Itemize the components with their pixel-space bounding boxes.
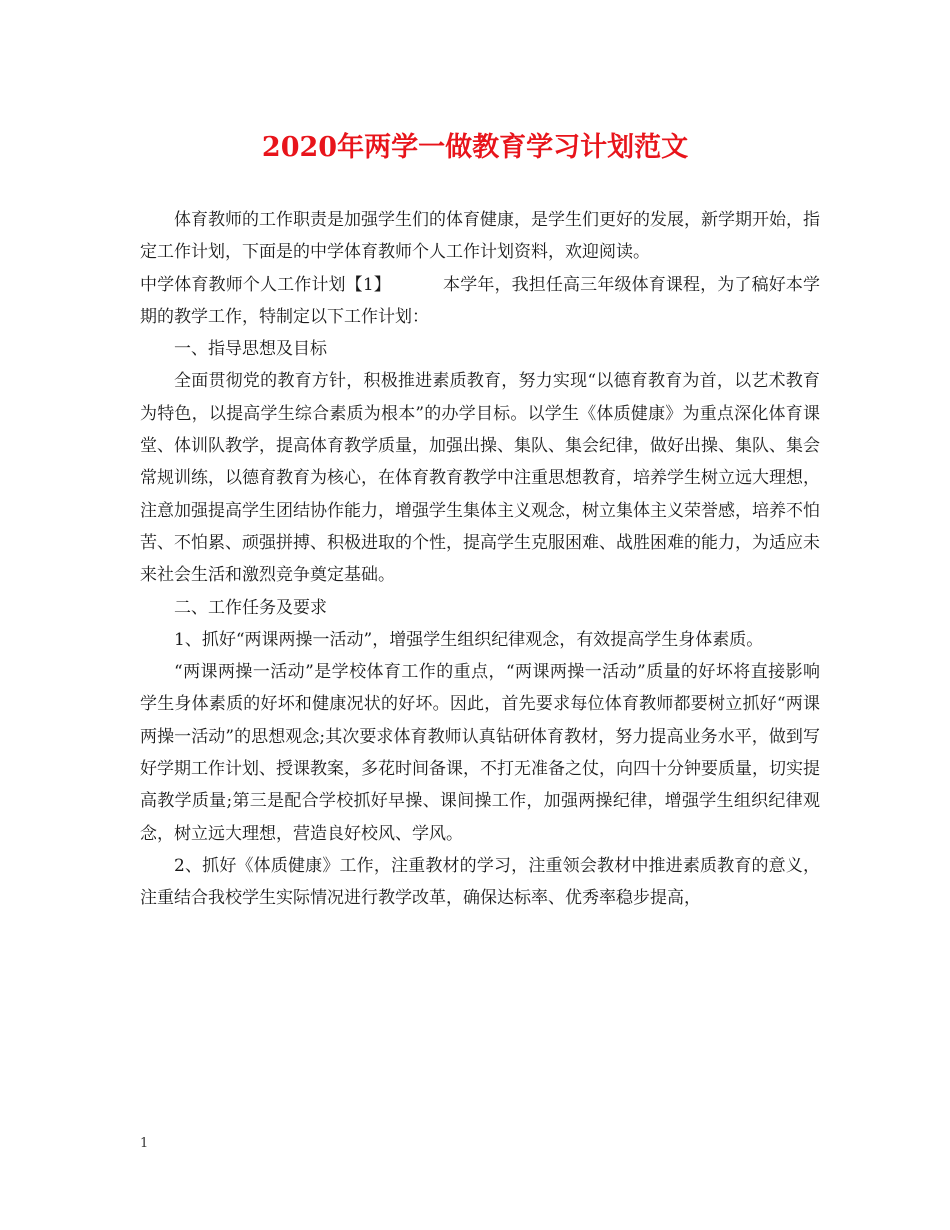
item-1-paragraph: “两课两操一活动”是学校体育工作的重点，“两课两操一活动”质量的好坏将直接影响学生身体素质的好坏和健康况状的好坏。因此，首先要求每位体育教师都要树立抓好“两课两操一活动”的思想观念;其次要求体育教师认真钻研体育教材，努力提高业务水平，做到写好学期工作计划、授课教案，多花时间备课，不打无准备之仗，向四十分钟要质量，切实提高教学质量;第三是配合学校抓好早操、课间操工作，加强两操纪律，增强学生组织纪律观念，树立远大理想，营造良好校风、学风。 [140, 662, 820, 844]
section-heading-1: 一、指导思想及目标 [174, 339, 327, 360]
intro-paragraph: 体育教师的工作职责是加强学生们的体育健康，是学生们更好的发展，新学期开始，指定工作计划，下面是的中学体育教师个人工作计划资料，欢迎阅读。 [140, 210, 820, 263]
plan-heading: 中学体育教师个人工作计划【1】 [140, 274, 391, 295]
section-1-paragraph: 全面贯彻党的教育方针，积极推进素质教育，努力实现“以德育教育为首，以艺术教育为特色，以提高学生综合素质为根本”的办学目标。以学生《体质健康》为重点深化体育课堂、体训队教学，提高体育教学质量，加强出操、集队、集会纪律，做好出操、集队、集会常规训练，以德育教育为核心，在体育教育教学中注重思想教育，培养学生树立远大理想，注意加强提高学生团结协作能力，增强学生集体主义观念，树立集体主义荣誉感，培养不怕苦、不怕累、顽强拼搏、积极进取的个性，提高学生克服困难、战胜困难的能力，为适应未来社会生活和激烈竞争奠定基础。 [140, 371, 820, 586]
section-heading-2: 二、工作任务及要求 [174, 597, 327, 618]
page-number: 1 [140, 1136, 149, 1151]
document-title: 2020年两学一做教育学习计划范文 [261, 132, 689, 163]
document-body [140, 204, 820, 915]
item-2-paragraph: 2、抓好《体质健康》工作，注重教材的学习，注重领会教材中推进素质教育的意义，注重结合我校学生实际情况进行教学改革，确保达标率、优秀率稳步提高， [140, 855, 820, 909]
item-1-heading: 1、抓好“两课两操一活动”，增强学生组织纪律观念，有效提高学生身体素质。 [174, 629, 764, 650]
plan-heading-paragraph [140, 269, 820, 334]
plan-intro-text: 本学年，我担任高三年级体育课程，为了稿好本学期的教学工作，特制定以下工作计划： [140, 274, 820, 327]
